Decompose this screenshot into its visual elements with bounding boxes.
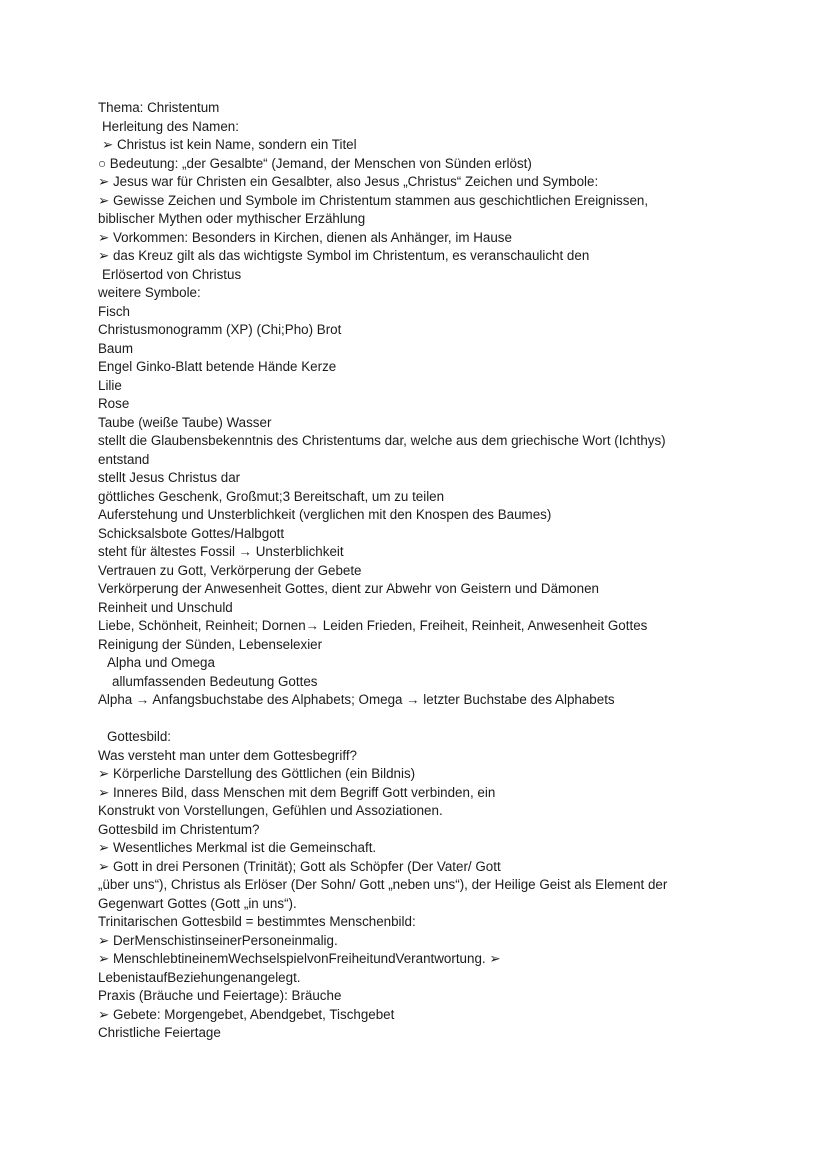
- text-line: Erlösertod von Christus: [102, 266, 242, 282]
- bullet-line: ➢ Wesentliches Merkmal ist die Gemeinschaft.: [98, 840, 377, 855]
- document-body: [98, 99, 808, 1043]
- symbol-meaning: Alpha und Omega: [107, 655, 215, 670]
- symbol-item: Engel Ginko-Blatt betende Hände Kerze: [98, 359, 337, 374]
- symbol-meaning: Alpha → Anfangsbuchstabe des Alphabets; Omega → letzter Buchstabe des Alphabets: [98, 692, 615, 707]
- bullet-line: ➢ Vorkommen: Besonders in Kirchen, dienen als Anhänger, im Hause: [98, 229, 512, 245]
- symbol-meaning: Reinigung der Sünden, Lebenselexier: [98, 636, 323, 652]
- symbol-item: Baum: [98, 340, 133, 356]
- section-heading-name-origin: Herleitung des Namen:: [102, 118, 239, 134]
- bullet-line: ➢ Inneres Bild, dass Menschen mit dem Begriff Gott verbinden, ein: [98, 784, 496, 800]
- symbol-item: Lilie: [98, 377, 122, 393]
- bullet-line: ➢ MenschlebtineinemWechselspielvonFreiheitundVerantwortung. ➢: [98, 951, 501, 966]
- symbol-meaning: entstand: [98, 451, 150, 467]
- bullet-line: ➢ Gewisse Zeichen und Symbole im Christentum stammen aus geschichtlichen Ereignissen,: [98, 192, 649, 208]
- symbol-meaning: Reinheit und Unschuld: [98, 599, 233, 615]
- text-line: Konstrukt von Vorstellungen, Gefühlen und Assoziationen.: [98, 803, 443, 818]
- symbol-meaning: allumfassenden Bedeutung Gottes: [112, 673, 318, 689]
- bullet-line: ➢ Gebete: Morgengebet, Abendgebet, Tischgebet: [98, 1006, 395, 1022]
- symbol-meaning: Vertrauen zu Gott, Verkörperung der Gebete: [98, 562, 362, 578]
- symbol-meaning: Liebe, Schönheit, Reinheit; Dornen→ Leiden Frieden, Freiheit, Reinheit, Anwesenheit Gottes: [98, 618, 648, 633]
- text-line: „über uns“), Christus als Erlöser (Der Sohn/ Gott „neben uns“), der Heilige Geist als Element der: [98, 877, 668, 892]
- bullet-line: ➢ das Kreuz gilt als das wichtigste Symbol im Christentum, es veranschaulicht den: [98, 248, 590, 263]
- section-heading-praxis: Praxis (Bräuche und Feiertage): Bräuche: [98, 988, 342, 1003]
- symbol-item: Rose: [98, 396, 130, 411]
- text-line: Christliche Feiertage: [98, 1025, 221, 1040]
- symbol-item: Christusmonogramm (XP) (Chi;Pho) Brot: [98, 322, 342, 337]
- sub-bullet-line: ○ Bedeutung: „der Gesalbte“ (Jemand, der Menschen von Sünden erlöst): [98, 155, 532, 171]
- text-line: Trinitarischen Gottesbild = bestimmtes Menschenbild:: [98, 914, 416, 929]
- symbol-meaning: Auferstehung und Unsterblichkeit (verglichen mit den Knospen des Baumes): [98, 507, 552, 522]
- text-line: biblischer Mythen oder mythischer Erzählung: [98, 211, 366, 226]
- symbol-item: Taube (weiße Taube) Wasser: [98, 414, 272, 430]
- bullet-line: ➢ Körperliche Darstellung des Göttlichen (ein Bildnis): [98, 766, 416, 781]
- bullet-line: ➢ Christus ist kein Name, sondern ein Titel: [102, 137, 357, 152]
- bullet-line: ➢ Gott in drei Personen (Trinität); Gott als Schöpfer (Der Vater/ Gott: [98, 858, 501, 874]
- text-line: LebenistaufBeziehungenangelegt.: [98, 969, 301, 985]
- text-line: Gegenwart Gottes (Gott „in uns“).: [98, 895, 297, 911]
- symbol-meaning: göttliches Geschenk, Großmut;3 Bereitschaft, um zu teilen: [98, 488, 445, 504]
- symbol-meaning: stellt die Glaubensbekenntnis des Christentums dar, welche aus dem griechische Wort (Ichthys): [98, 433, 666, 448]
- blank-line: [98, 710, 808, 729]
- section-heading-gottesbild: Gottesbild:: [107, 729, 172, 744]
- bullet-line: ➢ Jesus war für Christen ein Gesalbter, also Jesus „Christus“ Zeichen und Symbole:: [98, 174, 599, 189]
- symbol-meaning: steht für ältestes Fossil → Unsterblichkeit: [98, 544, 344, 559]
- symbol-meaning: Schicksalsbote Gottes/Halbgott: [98, 525, 285, 541]
- subheading-symbols: weitere Symbole:: [98, 285, 201, 300]
- bullet-line: ➢ DerMenschistinseinerPersoneinmalig.: [98, 932, 338, 948]
- symbol-meaning: Verkörperung der Anwesenheit Gottes, dient zur Abwehr von Geistern und Dämonen: [98, 581, 599, 596]
- document-title: Thema: Christentum: [98, 100, 220, 115]
- symbol-item: Fisch: [98, 303, 130, 319]
- question-line: Was versteht man unter dem Gottesbegriff?: [98, 747, 358, 763]
- symbol-meaning: stellt Jesus Christus dar: [98, 470, 241, 485]
- question-line: Gottesbild im Christentum?: [98, 821, 260, 837]
